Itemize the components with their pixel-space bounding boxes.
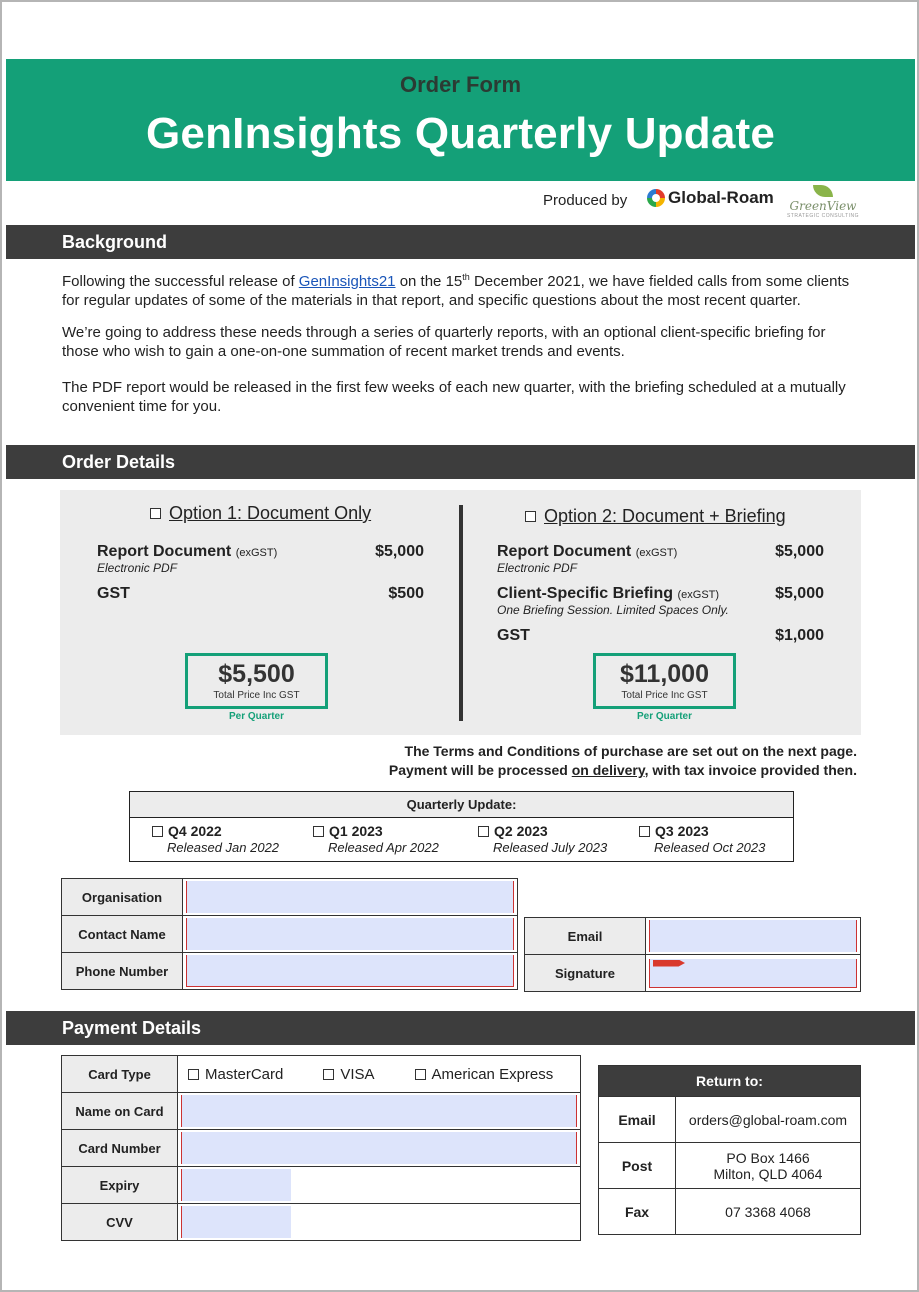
return-post-value — [676, 1143, 861, 1189]
contact-name-cell — [183, 916, 518, 953]
option-2-briefing-tag: (exGST) — [677, 589, 720, 601]
option-2-report-item — [497, 543, 677, 561]
order-details-heading: Order Details — [6, 445, 915, 479]
return-fax-value: 07 3368 4068 — [676, 1189, 861, 1235]
option-1-checkbox[interactable] — [150, 508, 161, 519]
sign-here-flag-icon — [653, 960, 685, 967]
terms-line-1: The Terms and Conditions of purchase are set out on the next page. — [404, 743, 857, 759]
option-2-briefing-price: $5,000 — [775, 585, 824, 602]
order-options-panel — [60, 490, 861, 735]
option-1-title-text: Option 1: Document Only — [169, 503, 372, 523]
greenview-logo-text: GreenView — [789, 199, 857, 213]
option-2-briefing-sub: One Briefing Session. Limited Spaces Only. — [497, 603, 729, 617]
return-to-table — [598, 1065, 861, 1235]
return-fax-label: Fax — [599, 1189, 676, 1235]
quarter-label: Q4 2022 — [168, 823, 222, 839]
terms-line-2 — [389, 762, 857, 778]
option-2-gst-price: $1,000 — [775, 627, 824, 644]
card-label: MasterCard — [205, 1065, 284, 1083]
option-2-briefing-name: Client-Specific Briefing — [497, 585, 674, 602]
p1-mid: on the 15 — [395, 273, 463, 290]
option-2-title-text: Option 2: Document + Briefing — [544, 506, 786, 526]
background-heading: Background — [6, 225, 915, 259]
contact-name-input[interactable] — [186, 918, 514, 950]
contact-name-label: Contact Name — [62, 916, 183, 953]
option-2-report-tag: (exGST) — [635, 547, 678, 559]
email-signature-table — [524, 917, 861, 992]
quarter-checkbox[interactable] — [478, 826, 489, 837]
options-divider — [459, 505, 463, 721]
p1-after: December 2021, we have fielded calls from some clients for regular updates of some of the materials in that report, and specific questions about the most recent quarter. — [62, 273, 850, 309]
quarter-checkbox[interactable] — [152, 826, 163, 837]
contact-table — [61, 878, 518, 990]
quarterly-update-heading: Quarterly Update: — [130, 792, 793, 818]
card-number-cell — [178, 1130, 581, 1167]
form-subtitle: Order Form — [399, 72, 522, 97]
title-banner — [6, 59, 915, 181]
p1-sup: th — [462, 272, 470, 282]
post-line-1: PO Box 1466 — [726, 1149, 810, 1166]
return-email-value[interactable]: orders@global-roam.com — [676, 1097, 861, 1143]
organisation-input[interactable] — [186, 881, 514, 913]
option-1-total-box — [185, 653, 328, 709]
leaf-icon — [813, 185, 833, 197]
quarter-release: Released Jan 2022 — [167, 840, 280, 855]
greenview-logo — [786, 185, 860, 221]
quarter-release: Released July 2023 — [493, 840, 608, 855]
email-label: Email — [525, 918, 646, 955]
quarter-release: Released Oct 2023 — [654, 840, 766, 855]
option-2-title[interactable] — [525, 506, 786, 527]
expiry-label: Expiry — [62, 1167, 178, 1204]
terms-line-2-after: , with tax invoice provided then. — [644, 762, 857, 778]
terms-line-2-before: Payment will be processed — [388, 762, 572, 778]
quarter-option-q3-2023[interactable] — [639, 823, 765, 855]
option-1-report-tag: (exGST) — [235, 547, 278, 559]
option-2-per-quarter: Per Quarter — [636, 711, 693, 722]
quarter-checkbox[interactable] — [313, 826, 324, 837]
option-1-total-label: Total Price Inc GST — [213, 690, 300, 701]
option-2-briefing-item — [497, 585, 719, 603]
global-roam-ring-icon — [647, 189, 665, 207]
option-2-total-label: Total Price Inc GST — [621, 690, 708, 701]
cvv-label: CVV — [62, 1204, 178, 1241]
phone-cell — [183, 953, 518, 990]
produced-by-label: Produced by — [543, 192, 628, 209]
card-option-visa[interactable] — [323, 1066, 374, 1083]
post-line-2: Milton, QLD 4064 — [713, 1165, 823, 1182]
name-on-card-label: Name on Card — [62, 1093, 178, 1130]
cvv-cell — [178, 1204, 581, 1241]
option-1-gst-label: GST — [97, 585, 130, 602]
card-checkbox[interactable] — [323, 1069, 334, 1080]
card-type-cell — [178, 1056, 581, 1093]
organisation-cell — [183, 879, 518, 916]
quarter-checkbox[interactable] — [639, 826, 650, 837]
option-1-report-price: $5,000 — [375, 543, 424, 560]
cvv-input[interactable] — [181, 1206, 291, 1238]
quarter-option-q1-2023[interactable] — [313, 823, 439, 855]
expiry-cell — [178, 1167, 581, 1204]
card-number-input[interactable] — [181, 1132, 577, 1164]
geninsights21-link[interactable]: GenInsights21 — [298, 273, 396, 290]
card-label: American Express — [431, 1065, 554, 1083]
card-label: VISA — [340, 1065, 375, 1083]
quarter-release: Released Apr 2022 — [328, 840, 439, 855]
on-delivery-text: on delivery — [571, 762, 645, 778]
card-option-mastercard[interactable] — [188, 1066, 283, 1083]
option-1-report-item — [97, 543, 277, 561]
expiry-input[interactable] — [181, 1169, 291, 1201]
organisation-label: Organisation — [62, 879, 183, 916]
background-paragraph-1 — [62, 268, 862, 310]
name-on-card-cell — [178, 1093, 581, 1130]
option-1-gst-price: $500 — [388, 585, 424, 602]
option-2-report-name: Report Document — [497, 543, 632, 560]
global-roam-logo-text: Global-Roam — [668, 188, 774, 207]
option-1-report-sub: Electronic PDF — [97, 561, 178, 575]
greenview-logo-tag: STRATEGIC CONSULTING — [786, 213, 860, 219]
p1-before: Following the successful release of — [62, 273, 299, 290]
phone-input[interactable] — [186, 955, 514, 987]
payment-details-heading: Payment Details — [6, 1011, 915, 1045]
quarter-option-q2-2023[interactable] — [478, 823, 607, 855]
option-1-total: $5,500 — [218, 660, 295, 688]
signature-label: Signature — [525, 955, 646, 992]
quarter-label: Q3 2023 — [655, 823, 709, 839]
background-paragraph-2: We’re going to address these needs through a series of quarterly reports, with an optional client-specific briefing for those who wish to gain a one-on-one summation of recent market trends and events. — [62, 324, 826, 360]
quarterly-update-table — [129, 791, 794, 862]
return-post-label: Post — [599, 1143, 676, 1189]
option-2-total: $11,000 — [620, 660, 709, 688]
card-checkbox[interactable] — [188, 1069, 199, 1080]
option-1-report-name: Report Document — [97, 543, 232, 560]
card-type-label: Card Type — [62, 1056, 178, 1093]
return-to-heading: Return to: — [599, 1066, 861, 1097]
quarter-label: Q1 2023 — [329, 823, 383, 839]
card-number-label: Card Number — [62, 1130, 178, 1167]
card-option-amex[interactable] — [415, 1066, 554, 1083]
background-paragraph-3: The PDF report would be released in the first few weeks of each new quarter, with the briefing scheduled at a mutually convenient time for you. — [62, 379, 846, 415]
option-2-checkbox[interactable] — [525, 511, 536, 522]
email-cell — [646, 918, 861, 955]
return-email-label: Email — [599, 1097, 676, 1143]
option-2-total-box — [593, 653, 736, 709]
quarter-option-q4-2022[interactable] — [152, 823, 279, 855]
payment-table — [61, 1055, 581, 1241]
form-title: GenInsights Quarterly Update — [145, 109, 776, 158]
global-roam-logo — [647, 188, 774, 208]
quarter-label: Q2 2023 — [494, 823, 548, 839]
signature-field[interactable] — [649, 959, 857, 988]
option-1-title[interactable] — [150, 503, 371, 524]
phone-label: Phone Number — [62, 953, 183, 990]
card-checkbox[interactable] — [415, 1069, 426, 1080]
signature-cell — [646, 955, 861, 992]
name-on-card-input[interactable] — [181, 1095, 577, 1127]
option-1-per-quarter: Per Quarter — [228, 711, 285, 722]
email-input[interactable] — [649, 920, 857, 952]
option-2-report-sub: Electronic PDF — [497, 561, 578, 575]
option-2-report-price: $5,000 — [775, 543, 824, 560]
option-2-gst-label: GST — [497, 627, 530, 644]
card-type-options — [178, 1066, 580, 1083]
